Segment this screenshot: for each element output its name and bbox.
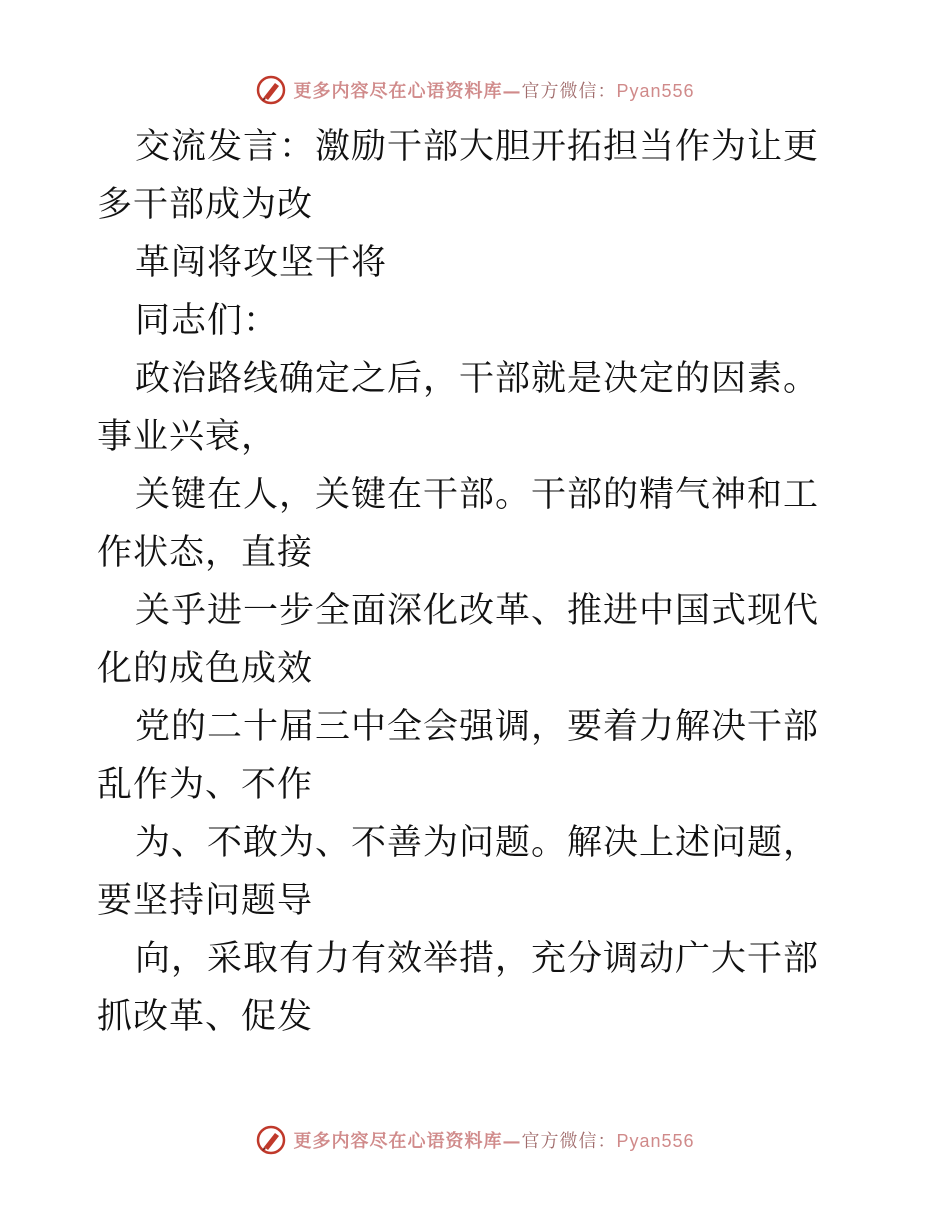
body-paragraph: 为、不敢为、不善为问题。解决上述问题，要坚持问题导 — [97, 823, 820, 921]
document-title-line-2: 革闯将攻坚干将 — [135, 243, 388, 283]
footer-site-text: 更多内容尽在心语资料库— — [293, 1131, 522, 1152]
header-banner-text — [293, 77, 694, 103]
salutation: 同志们： — [135, 301, 280, 341]
footer-wechat-id: Pyan556 — [616, 1131, 695, 1151]
pen-logo-icon — [255, 1124, 287, 1156]
header-wechat-label: 官方微信： — [521, 81, 617, 102]
footer-watermark-banner — [0, 1120, 950, 1160]
footer-banner-text — [293, 1127, 694, 1153]
header-site-text: 更多内容尽在心语资料库— — [293, 81, 522, 102]
header-wechat-id: Pyan556 — [616, 81, 695, 101]
document-body — [97, 118, 853, 1046]
body-paragraph: 向，采取有力有效举措，充分调动广大干部抓改革、促发 — [97, 939, 820, 1037]
footer-wechat-label: 官方微信： — [521, 1131, 617, 1152]
body-paragraph: 党的二十届三中全会强调，要着力解决干部乱作为、不作 — [97, 707, 820, 805]
pen-logo-icon — [255, 74, 287, 106]
body-paragraph: 政治路线确定之后，干部就是决定的因素。事业兴衰， — [97, 359, 820, 457]
body-paragraph: 关乎进一步全面深化改革、推进中国式现代化的成色成效 — [97, 591, 820, 689]
body-paragraph: 关键在人，关键在干部。干部的精气神和工作状态，直接 — [97, 475, 820, 573]
header-watermark-banner — [0, 70, 950, 110]
document-title-line-1: 交流发言：激励干部大胆开拓担当作为让更多干部成为改 — [97, 127, 820, 225]
